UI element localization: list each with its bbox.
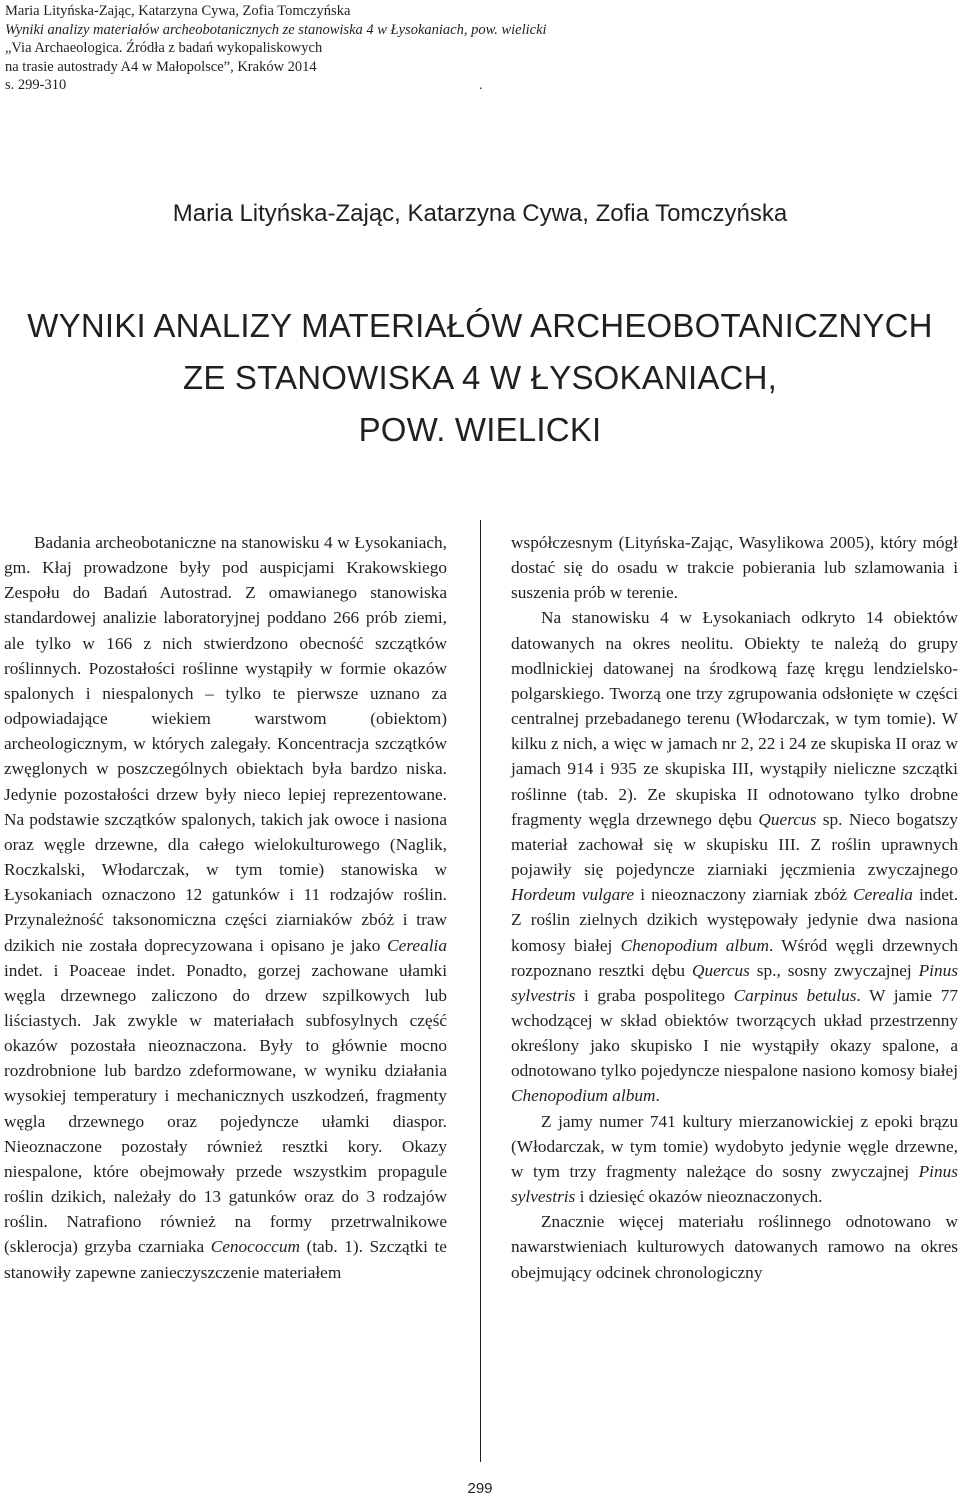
page-number: 299 xyxy=(467,1480,493,1497)
text-run: Na stanowisku 4 w Łysokaniach odkryto 14 obiektów datowanych na okres neolitu. Obiekty te należą do grupy modlnickiej datowanej na środkową fazę kręgu lendzielsko-polgarskiego. Tworzą one trzy zgrupowania odsłonięte w części centralnej przebadanego terenu (Włodarczak, w tym tomie). W kilku z nich, a więc w jamach nr 2, 22 i 24 ze skupiska II oraz w jamach 914 i 935 ze skupiska III, wystąpiły nieliczne szczątki roślinne (tab. 2). Ze skupiska II odnotowano tylko drobne fragmenty węgla drzewnego dębu xyxy=(511,608,958,829)
taxon-name: Cerealia xyxy=(853,885,913,905)
citation-authors: Maria Lityńska-Zając, Katarzyna Cywa, Zofia Tomczyńska xyxy=(5,3,351,19)
text-run: sp. Nieco bogatszy materiał zachował się w skupisku III. Z roślin uprawnych pojawiły się pojedyncze ziarniaki jęczmienia zwyczajnego xyxy=(511,809,958,880)
taxon-name: Cenococcum xyxy=(210,1237,300,1257)
text-run: i graba pospolitego xyxy=(575,985,734,1005)
text-run: Badania archeobotaniczne na stanowisku 4 w Łysokaniach, gm. Kłaj prowadzone były pod auspicjami Krakowskiego Zespołu do Badań Autostrad. Z omawianego stanowiska standardowej analizie laboratoryjnej poddano 266 prób ziemi, ale tylko w 166 z nich stwierdzono obecność szczątków roślinnych. Pozostałości roślinne wystąpiły w formie okazów spalonych i niespalonych – tylko te pierwsze uznano za odpowiadające wiekiem warstwom (obiektom) archeologicznym, w których zalegały. Koncentracja szczątków zwęglonych w poszczególnych obiektach była bardzo niska. Jedynie pozostałości drzew były nieco lepiej reprezentowane. Na podstawie szczątków spalonych, takich jak owoce i nasiona oraz węgle drzewne, dla całego wielokulturowego (Naglik, Roczkalski, Włodarczak, w tym tomie) stanowiska w Łysokaniach oznaczono 12 gatunków i 11 rodzajów roślin. Przynależność taksonomiczna części ziarniaków zbóż i traw dzikich nie została doprecyzowana i opisano je jako xyxy=(4,533,447,955)
column-divider xyxy=(480,520,481,1462)
taxon-name: Carpinus betulus xyxy=(733,985,857,1005)
text-run: . W jamie 77 wchodzącej w skład obiektów tworzących układ przestrzenny określony jako skupisko I nie wystąpiły okazy spalone, a odnotowano tylko pojedyncze niespalone nasiono komosy białej xyxy=(511,985,958,1081)
text-run: . Wśród węgli drzewnych rozpoznano resztki dębu xyxy=(511,935,958,980)
text-run: indet. Z roślin zielnych dzikich występowały jedynie dwa nasiona komosy białej xyxy=(511,885,959,955)
article-authors: Maria Lityńska-Zając, Katarzyna Cywa, Zofia Tomczyńska xyxy=(172,200,788,227)
article-title xyxy=(0,300,960,456)
citation-route: na trasie autostrady A4 w Małopolsce”, Kraków 2014 xyxy=(5,58,317,75)
citation-title: Wyniki analizy materiałów archeobotanicznych ze stanowiska 4 w Łysokaniach, pow. wielicki xyxy=(5,21,547,38)
taxon-name: Pinus sylvestris xyxy=(511,960,958,1005)
text-run: sp., sosny zwyczajnej xyxy=(749,960,919,980)
taxon-name: Quercus xyxy=(691,960,750,980)
citation-series: „Via Archaeologica. Źródła z badań wykopaliskowych xyxy=(5,40,323,56)
citation-pages: s. 299-310 xyxy=(5,77,67,93)
text-run: i nieoznaczony ziarniak zbóż xyxy=(634,885,854,905)
paragraph xyxy=(4,530,447,1285)
text-run: i dziesięć okazów nieoznaczonych. xyxy=(575,1187,823,1207)
taxon-name: Chenopodium album xyxy=(511,1086,656,1106)
text-run: . xyxy=(655,1086,660,1106)
left-column xyxy=(4,530,447,1285)
text-run: indet. i Poaceae indet. Ponadto, gorzej zachowane ułamki węgla drzewnego zaliczono do drzew szpilkowych lub liściastych. Jak zwykle w materiałach subfosylnych część okazów pozostała nieoznaczona. Były to głównie mocno rozdrobnione lub bardzo zdeformowane, w wyniku działania wysokiej temperatury i mechanicznych uszkodzeń, fragmenty węgla drzewnego oraz pojedyncze ułamki diaspor. Nieoznaczone pozostały również resztki kory. Okazy niespalone, które obejmowały przede wszystkim propagule roślin dzikich, należały do 13 gatunków oraz do 3 rodzajów roślin. Natrafiono również na formy przetrwalnikowe (sklerocja) grzyba czarniaka xyxy=(4,960,447,1257)
text-run: (tab. 1). Szczątki te stanowiły zapewne zanieczyszczenie materiałem xyxy=(4,1237,447,1282)
header-dot: . xyxy=(479,78,483,93)
title-line-2: ZE STANOWISKA 4 W ŁYSOKANIACH, xyxy=(182,359,777,396)
right-column xyxy=(511,530,958,1285)
taxon-name: Hordeum vulgare xyxy=(511,885,634,905)
paragraph: współczesnym (Lityńska-Zając, Wasylikowa 2005), który mógł dostać się do osadu w trakcie pobierania lub szlamowania i suszenia prób w terenie. xyxy=(511,533,958,603)
taxon-name: Chenopodium album xyxy=(620,935,769,955)
citation-header xyxy=(5,2,547,95)
taxon-name: Quercus xyxy=(758,809,817,829)
text-run: Z jamy numer 741 kultury mierzanowickiej z epoki brązu (Włodarczak, w tym tomie) wydobyto jedynie węgle drzewne, w tym trzy fragmenty należące do sosny zwyczajnej xyxy=(511,1111,958,1181)
taxon-name: Cerealia xyxy=(387,935,447,955)
title-line-3: POW. WIELICKI xyxy=(358,411,602,448)
taxon-name: Pinus sylvestris xyxy=(511,1161,958,1207)
paragraph: Znacznie więcej materiału roślinnego odnotowano w nawarstwieniach kulturowych datowanych ramowo na okres obejmujący odcinek chronologiczny xyxy=(511,1212,958,1282)
paragraph xyxy=(511,605,958,1108)
paragraph xyxy=(511,1109,958,1210)
title-line-1: WYNIKI ANALIZY MATERIAŁÓW ARCHEOBOTANICZNYCH xyxy=(27,307,933,344)
